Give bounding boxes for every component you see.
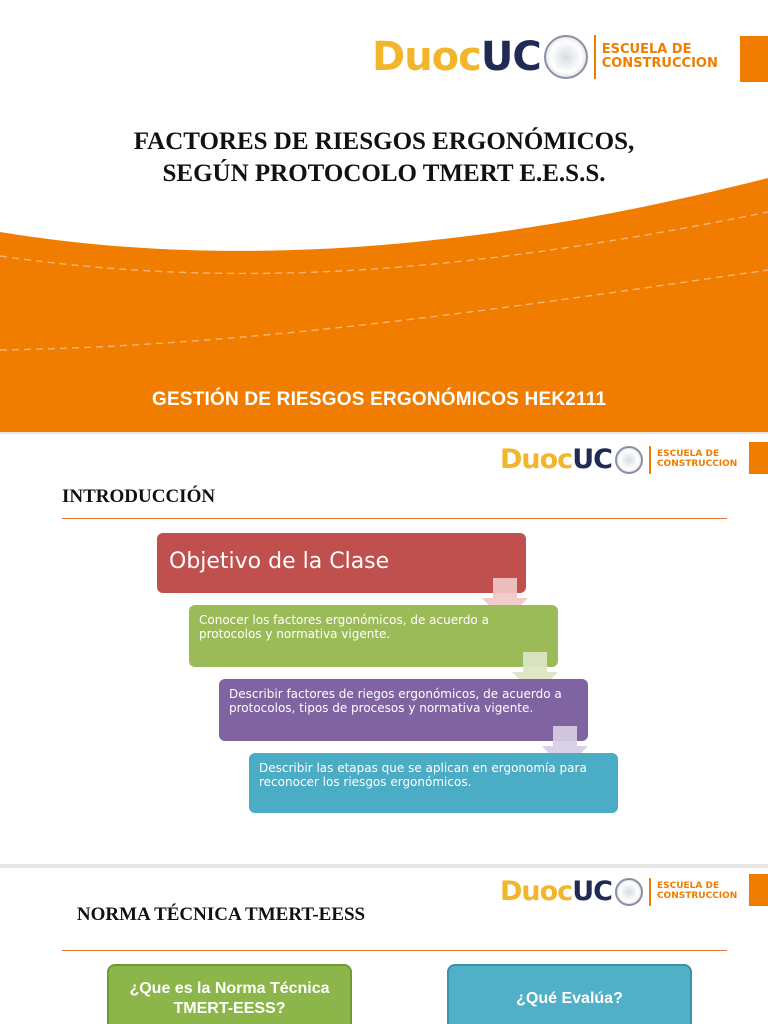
objective-item: Conocer los factores ergonómicos, de acuerdo a protocolos y normativa vigente. [189,605,558,667]
school-name-line2: CONSTRUCCION [656,458,738,469]
what-is-norma-box: ¿Que es la Norma Técnica TMERT-EESS? [107,964,352,1024]
university-seal-icon [615,878,643,906]
objective-item: Describir las etapas que se aplican en ergonomía para reconocer los riesgos ergonómicos. [249,753,618,813]
duoc-uc-logo [372,34,718,80]
what-evaluates-box: ¿Qué Evalúa? [447,964,692,1024]
logo-divider [649,446,651,474]
slide-title-line2: SEGÚN PROTOCOLO TMERT E.E.S.S. [162,160,606,187]
logo-duoc-text: Duoc [500,444,573,475]
school-name-line1: ESCUELA DE [601,42,692,58]
logo-divider [594,35,596,79]
slide-title-line1: FACTORES DE RIESGOS ERGONÓMICOS, [133,128,635,155]
school-name-line2: CONSTRUCCION [656,890,738,901]
logo-divider [649,878,651,906]
logo-uc-text: UC [572,876,612,907]
duoc-uc-logo [500,444,737,475]
university-seal-icon [615,446,643,474]
logo-uc-text: UC [480,34,541,80]
school-name [602,43,718,70]
title-slide [0,0,768,432]
logo-duoc-text: Duoc [500,876,573,907]
orange-accent-bar [749,442,768,474]
logo-uc-text: UC [572,444,612,475]
school-name-line1: ESCUELA DE [656,449,720,460]
school-name-line1: ESCUELA DE [656,881,720,892]
section-heading: NORMA TÉCNICA TMERT-EESS [76,904,366,925]
heading-underline [62,518,727,519]
university-seal-icon [544,35,588,79]
logo-duoc-text: Duoc [372,34,481,80]
section-heading: INTRODUCCIÓN [62,486,216,507]
course-name: GESTIÓN DE RIESGOS ERGONÓMICOS HEK2111 [152,389,607,410]
introduction-slide [0,434,768,864]
school-name [657,882,737,901]
objective-item: Describir factores de riegos ergonómicos, de acuerdo a protocolos, tipos de procesos y normativa vigente. [219,679,588,741]
school-name-line2: CONSTRUCCION [601,56,718,71]
school-name [657,450,737,469]
heading-underline [62,950,727,951]
duoc-uc-logo [500,876,737,907]
orange-accent-bar [740,36,768,82]
norma-tecnica-slide [0,868,768,1024]
orange-accent-bar [749,874,768,906]
objective-title-box: Objetivo de la Clase [157,533,526,593]
